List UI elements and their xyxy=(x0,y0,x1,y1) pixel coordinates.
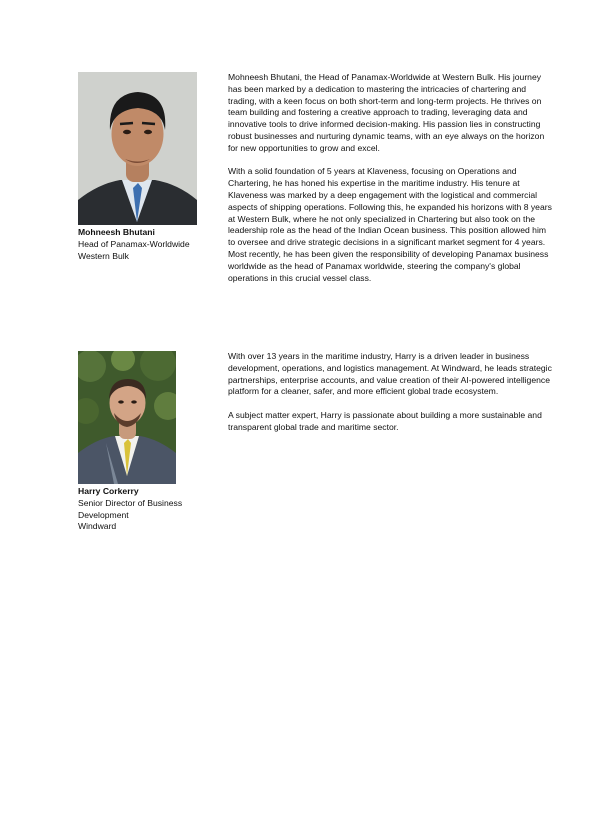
profile-caption xyxy=(78,486,223,533)
profile-biography xyxy=(228,351,553,445)
profile-caption xyxy=(78,227,223,262)
person-role-line: Development xyxy=(78,509,129,520)
person-company-line: Windward xyxy=(78,521,117,532)
bio-paragraph: Mohneesh Bhutani, the Head of Panamax-Worldwide at Western Bulk. His journey has been marked by a dedication to mastering the intricacies of chartering and trading, with a keen focus on both short-term and long-term projects. He thrives on team building and fostering a creative approach to trading, leveraging data and innovative tools to drive informed decision-making. His passion lies in constructing robust businesses and nurturing dynamic teams, with an eye always on the horizon for new opportunities to grow and excel. xyxy=(228,72,545,153)
profile-left-column xyxy=(78,351,223,533)
bio-paragraph: A subject matter expert, Harry is passionate about building a more sustainable and transparent global trade and maritime sector. xyxy=(228,409,542,432)
profile-left-column xyxy=(78,72,223,262)
profile-biography xyxy=(228,72,553,296)
bio-paragraph: With a solid foundation of 5 years at Klaveness, focusing on Operations and Chartering, he has honed his expertise in the maritime industry. His tenure at Klaveness was marked by a deep engagement with the logistical and commercial aspects of shipping operations. Following this, he expanded his horizons with 8 years at Western Bulk, where he not only specialized in Chartering but also took on the leadership role as the head of the Indian Ocean business. This position allowed him to oversee and drive strategic decisions in a significant market segment for 4 years. Most recently, he has been given the responsibility of developing Panamax business worldwide as the head of Panamax worldwide, steering the company's global operations in this crucial vessel class. xyxy=(228,166,552,283)
bio-paragraph: With over 13 years in the maritime industry, Harry is a driven leader in business development, operations, and logistics management. At Windward, he leads strategic partnerships, enterprise accounts, and value creation of their AI-powered intelligence platform for a cleaner, safer, and more efficient global trade ecosystem. xyxy=(228,351,552,397)
person-role-line: Senior Director of Business xyxy=(78,497,183,508)
person-name: Mohneesh Bhutani xyxy=(78,227,155,237)
person-name: Harry Corkerry xyxy=(78,486,139,496)
person-role-line: Head of Panamax-Worldwide xyxy=(78,238,190,249)
person-portrait-icon xyxy=(78,72,197,225)
person-portrait-icon xyxy=(78,351,176,484)
person-company-line: Western Bulk xyxy=(78,250,129,261)
